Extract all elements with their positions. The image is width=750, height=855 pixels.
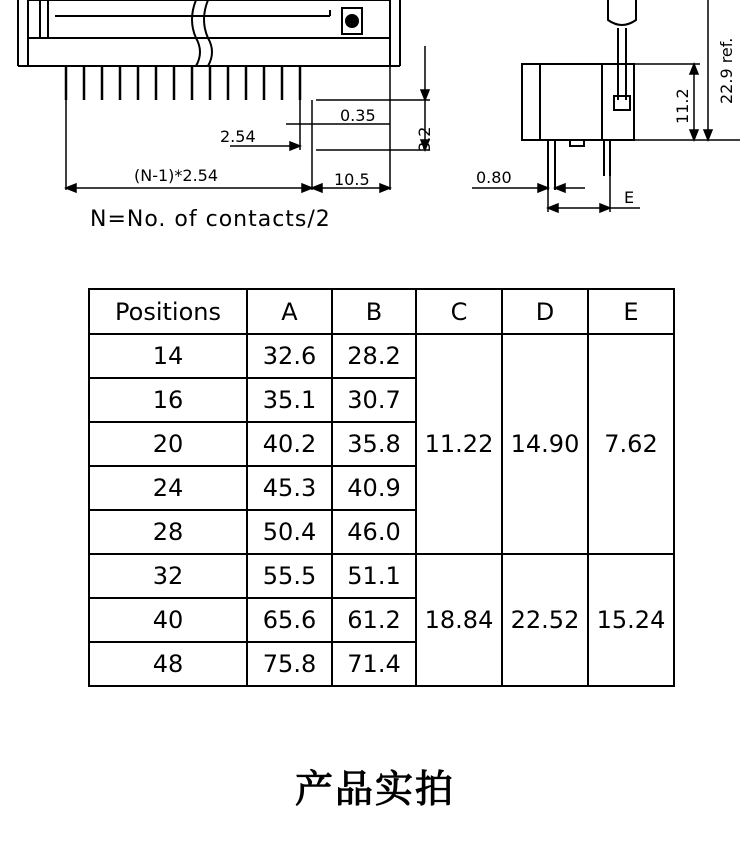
cell-b: 61.2 xyxy=(332,598,416,642)
side-view xyxy=(522,0,636,190)
cell-positions: 40 xyxy=(89,598,247,642)
cell-positions: 24 xyxy=(89,466,247,510)
cell-a: 40.2 xyxy=(247,422,332,466)
cell-b: 46.0 xyxy=(332,510,416,554)
section-title: 产品实拍 xyxy=(294,767,455,811)
contacts-note: N=No. of contacts/2 xyxy=(90,207,331,232)
cell-d-group2: 22.52 xyxy=(502,554,588,686)
cell-positions: 16 xyxy=(89,378,247,422)
cell-positions: 32 xyxy=(89,554,247,598)
cell-b: 28.2 xyxy=(332,334,416,378)
table-row xyxy=(89,554,674,598)
cell-positions: 28 xyxy=(89,510,247,554)
dim-pitch-formula: (N-1)*2.54 xyxy=(134,166,219,185)
cell-b: 35.8 xyxy=(332,422,416,466)
table-header-row xyxy=(89,289,674,334)
cell-a: 45.3 xyxy=(247,466,332,510)
dim-22-9-ref: 22.9 ref. xyxy=(717,37,736,104)
cell-positions: 14 xyxy=(89,334,247,378)
dim-3-2: 3.2 xyxy=(415,126,434,152)
cell-b: 71.4 xyxy=(332,642,416,686)
cell-e-group1: 7.62 xyxy=(588,334,674,554)
table-row xyxy=(89,334,674,378)
cell-a: 35.1 xyxy=(247,378,332,422)
side-view-dimensions xyxy=(472,0,740,212)
cell-a: 75.8 xyxy=(247,642,332,686)
cell-b: 30.7 xyxy=(332,378,416,422)
cell-d-group1: 14.90 xyxy=(502,334,588,554)
cell-c-group1: 11.22 xyxy=(416,334,502,554)
header-positions: Positions xyxy=(89,289,247,334)
housing-outline xyxy=(28,0,390,66)
side-contact-detail xyxy=(614,96,630,110)
cell-positions: 48 xyxy=(89,642,247,686)
cell-a: 55.5 xyxy=(247,554,332,598)
dim-11-2: 11.2 xyxy=(673,88,692,124)
front-view-pins xyxy=(66,66,300,100)
cell-b: 40.9 xyxy=(332,466,416,510)
cell-a: 50.4 xyxy=(247,510,332,554)
front-view xyxy=(18,0,400,66)
cell-c-group2: 18.84 xyxy=(416,554,502,686)
cell-b: 51.1 xyxy=(332,554,416,598)
dim-10-5: 10.5 xyxy=(334,170,370,189)
header-b: B xyxy=(332,289,416,334)
dimensions-table xyxy=(88,288,675,687)
cell-a: 65.6 xyxy=(247,598,332,642)
header-d: D xyxy=(502,289,588,334)
cell-positions: 20 xyxy=(89,422,247,466)
cell-a: 32.6 xyxy=(247,334,332,378)
dim-0-35: 0.35 xyxy=(340,106,376,125)
header-a: A xyxy=(247,289,332,334)
dim-e-label: E xyxy=(624,188,635,207)
dim-0-80: 0.80 xyxy=(476,168,512,187)
header-e: E xyxy=(588,289,674,334)
cell-e-group2: 15.24 xyxy=(588,554,674,686)
dim-2-54: 2.54 xyxy=(220,127,256,146)
header-c: C xyxy=(416,289,502,334)
